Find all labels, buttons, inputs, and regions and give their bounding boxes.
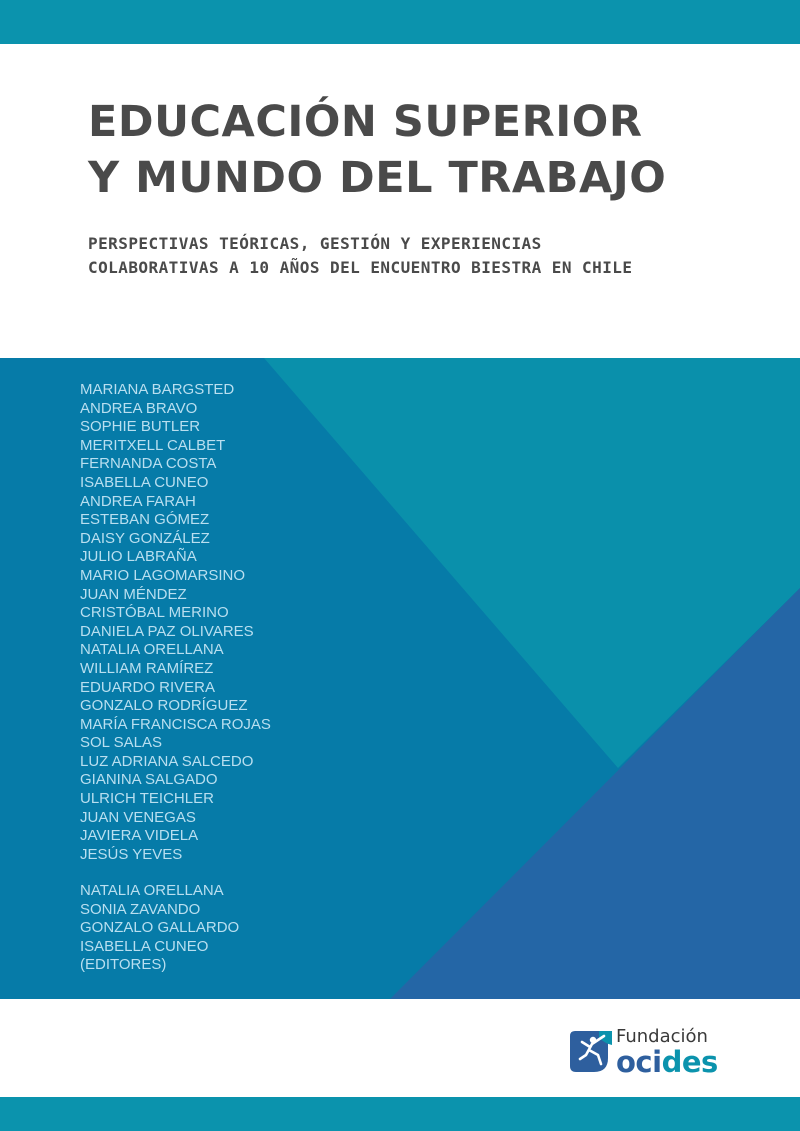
book-title <box>88 94 666 206</box>
authors-list <box>80 381 271 864</box>
author-name: EDUARDO RIVERA <box>80 678 216 696</box>
person-reaching-icon <box>566 1028 614 1074</box>
author-name: GIANINA SALGADO <box>80 771 218 789</box>
author-name: DANIELA PAZ OLIVARES <box>80 622 254 640</box>
logo-fundacion-text: Fundación <box>616 1026 708 1047</box>
top-color-bar <box>0 0 800 44</box>
author-name: MARÍA FRANCISCA ROJAS <box>80 715 271 733</box>
editor-name: ISABELLA CUNEO <box>80 937 209 955</box>
logo-des-part: des <box>661 1045 718 1079</box>
book-subtitle <box>88 232 632 280</box>
author-name: SOL SALAS <box>80 734 162 752</box>
logo-ocides-text <box>616 1046 718 1078</box>
editor-name: SONIA ZAVANDO <box>80 900 201 918</box>
author-name: DAISY GONZÁLEZ <box>80 529 210 547</box>
title-line-1: EDUCACIÓN SUPERIOR <box>88 97 643 147</box>
subtitle-line-2: COLABORATIVAS A 10 AÑOS DEL ENCUENTRO BIESTRA EN CHILE <box>88 258 633 277</box>
bottom-color-bar <box>0 1097 800 1131</box>
fundacion-ocides-logo <box>566 1026 736 1078</box>
editor-name: GONZALO GALLARDO <box>80 919 240 937</box>
subtitle-line-1: PERSPECTIVAS TEÓRICAS, GESTIÓN Y EXPERIENCIAS <box>88 234 542 253</box>
logo-oci-part: oci <box>616 1045 662 1079</box>
author-name: MARIANA BARGSTED <box>80 381 235 398</box>
author-name: ISABELLA CUNEO <box>80 473 209 491</box>
author-name: SOPHIE BUTLER <box>80 418 201 436</box>
author-name: JESÚS YEVES <box>80 845 183 863</box>
author-name: JUAN MÉNDEZ <box>80 585 187 603</box>
author-name: JULIO LABRAÑA <box>80 548 197 566</box>
author-name: CRISTÓBAL MERINO <box>80 604 229 622</box>
author-name: ANDREA FARAH <box>80 492 196 510</box>
author-name: ULRICH TEICHLER <box>80 790 214 808</box>
editor-name: NATALIA ORELLANA <box>80 882 224 899</box>
author-name: GONZALO RODRÍGUEZ <box>80 697 248 715</box>
author-name: JUAN VENEGAS <box>80 808 196 826</box>
author-name: LUZ ADRIANA SALCEDO <box>80 752 254 770</box>
author-name: MERITXELL CALBET <box>80 436 226 454</box>
author-name: ANDREA BRAVO <box>80 399 198 417</box>
author-name: ESTEBAN GÓMEZ <box>80 511 210 529</box>
author-name: WILLIAM RAMÍREZ <box>80 659 214 677</box>
author-name: FERNANDA COSTA <box>80 455 217 473</box>
editors-list <box>80 882 239 975</box>
author-name: JAVIERA VIDELA <box>80 827 199 845</box>
author-name: NATALIA ORELLANA <box>80 641 224 659</box>
author-name: MARIO LAGOMARSINO <box>80 566 246 584</box>
title-line-2: Y MUNDO DEL TRABAJO <box>88 153 667 203</box>
editor-name: (EDITORES) <box>80 956 167 974</box>
